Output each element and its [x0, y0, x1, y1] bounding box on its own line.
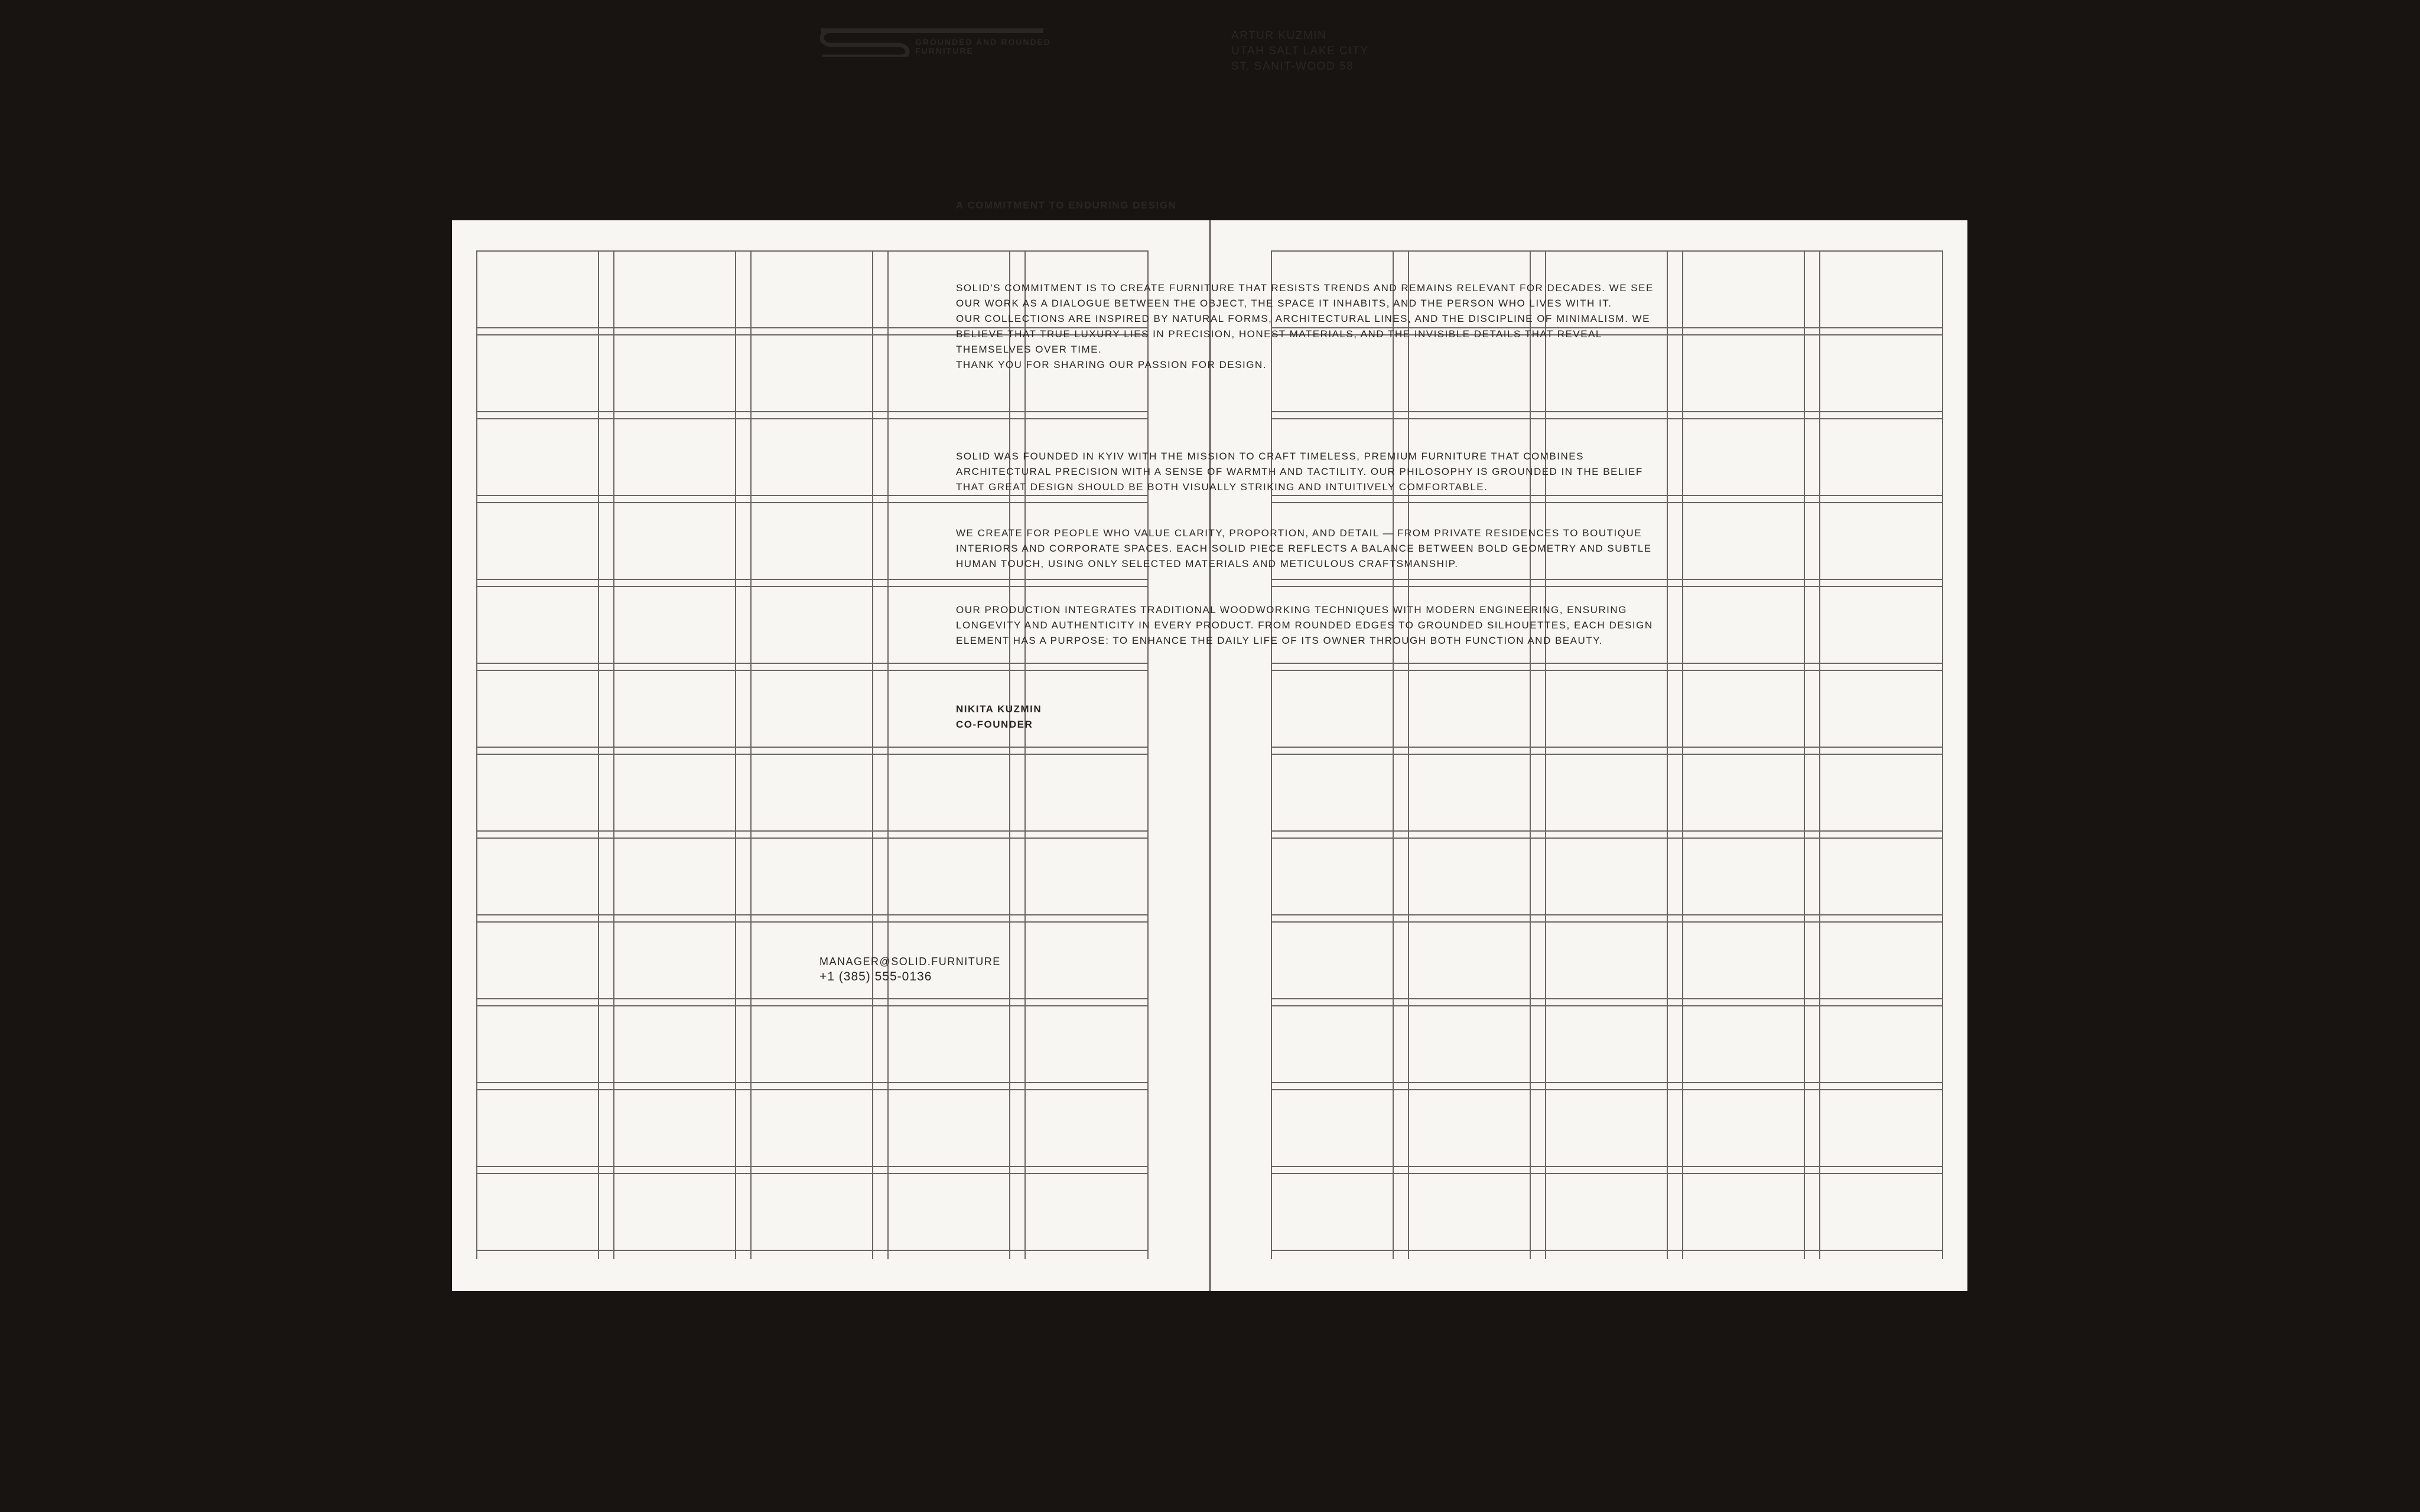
grid-row-line — [476, 1089, 1149, 1090]
grid-row-line — [1271, 670, 1943, 671]
letter-paragraph-2: SOLID WAS FOUNDED IN KYIV WITH THE MISSION TO CRAFT TIMELESS, PREMIUM FURNITURE THAT COMBINES ARCHITECTURAL PRECISION WITH A SENSE OF WARMTH AND TACTILITY. OUR PHILOSOPHY IS GROUNDED IN THE BELIEF THAT GREAT DESIGN SHOULD BE BOTH VISUALLY STRIKING AND INTUITIVELY COMFORTABLE. — [956, 451, 1643, 493]
paragraph-1c: THANK YOU FOR SHARING OUR PASSION FOR DESIGN. — [956, 359, 1267, 370]
grid-column-line — [1271, 250, 1272, 1259]
grid-row-line — [1271, 250, 1943, 252]
grid-row-line — [1271, 1166, 1943, 1167]
grid-column-line — [1393, 250, 1394, 1259]
grid-row-line — [476, 1005, 1149, 1006]
grid-row-line — [1271, 830, 1943, 832]
grid-row-line — [476, 418, 1149, 419]
grid-row-line — [476, 914, 1149, 915]
right-page-grid — [1271, 250, 1943, 1259]
grid-column-line — [1147, 250, 1149, 1259]
grid-row-line — [1271, 838, 1943, 839]
grid-row-line — [476, 250, 1149, 252]
signature — [956, 702, 1042, 732]
grid-column-line — [1024, 250, 1026, 1259]
grid-column-line — [1530, 250, 1531, 1259]
grid-row-line — [1271, 747, 1943, 748]
signature-title: CO-FOUNDER — [956, 719, 1033, 730]
grid-row-line — [476, 411, 1149, 412]
grid-row-line — [1271, 914, 1943, 915]
address-city: UTAH SALT LAKE CITY — [1231, 45, 1369, 57]
grid-row-line — [476, 838, 1149, 839]
grid-column-line — [1009, 250, 1010, 1259]
grid-row-line — [1271, 1089, 1943, 1090]
grid-row-line — [1271, 1173, 1943, 1174]
grid-row-line — [1271, 502, 1943, 503]
paragraph-1b: OUR COLLECTIONS ARE INSPIRED BY NATURAL FORMS, ARCHITECTURAL LINES, AND THE DISCIPLINE OF MINIMALISM. WE BELIEVE THAT TRUE LUXURY LIES IN PRECISION, HONEST MATERIALS, AND THE INVISIBLE DETAILS THAT REVEAL THEMSELVES OVER TIME. — [956, 313, 1650, 355]
grid-column-line — [598, 250, 599, 1259]
grid-row-line — [476, 754, 1149, 755]
grid-column-line — [1667, 250, 1668, 1259]
grid-row-line — [476, 998, 1149, 999]
grid-column-line — [1942, 250, 1943, 1259]
grid-row-line — [476, 747, 1149, 748]
logo-tagline-line1: GROUNDED AND ROUNDED — [915, 37, 1052, 47]
grid-column-line — [1804, 250, 1805, 1259]
letterhead-spread — [452, 220, 1967, 1291]
contact-phone[interactable]: +1 (385) 555-0136 — [819, 970, 932, 983]
grid-column-line — [750, 250, 752, 1259]
grid-row-line — [476, 502, 1149, 503]
letter-heading: A COMMITMENT TO ENDURING DESIGN — [956, 200, 1177, 211]
address-name: ARTUR KUZMIN — [1231, 30, 1327, 42]
grid-row-line — [476, 1173, 1149, 1174]
grid-row-line — [476, 1082, 1149, 1083]
grid-row-line — [1271, 411, 1943, 412]
contact-block — [819, 954, 1001, 985]
page-fold — [1209, 220, 1211, 1291]
grid-row-line — [476, 921, 1149, 923]
grid-row-line — [476, 1166, 1149, 1167]
grid-row-line — [476, 586, 1149, 587]
grid-row-line — [476, 663, 1149, 664]
recipient-address — [1231, 28, 1368, 74]
letter-paragraph-3: WE CREATE FOR PEOPLE WHO VALUE CLARITY, PROPORTION, AND DETAIL — FROM PRIVATE RESIDENCES TO BOUTIQUE INTERIORS AND CORPORATE SPACES. EACH SOLID PIECE REFLECTS A BALANCE BETWEEN BOLD GEOMETRY AND SUBTLE HUMAN TOUCH, USING ONLY SELECTED MATERIALS AND METICULOUS CRAFTSMANSHIP. — [956, 527, 1652, 569]
grid-row-line — [476, 495, 1149, 496]
grid-column-line — [1545, 250, 1546, 1259]
grid-row-line — [1271, 579, 1943, 580]
grid-row-line — [476, 579, 1149, 580]
grid-row-line — [1271, 418, 1943, 419]
grid-column-line — [613, 250, 614, 1259]
grid-column-line — [887, 250, 889, 1259]
grid-row-line — [476, 670, 1149, 671]
grid-row-line — [1271, 1250, 1943, 1251]
grid-column-line — [1408, 250, 1409, 1259]
grid-row-line — [1271, 921, 1943, 923]
letter-paragraph-1 — [956, 281, 1671, 373]
paragraph-1a: SOLID'S COMMITMENT IS TO CREATE FURNITURE THAT RESISTS TRENDS AND REMAINS RELEVANT FOR DECADES. WE SEE OUR WORK AS A DIALOGUE BETWEEN THE OBJECT, THE SPACE IT INHABITS, AND THE PERSON WHO LIVES WITH IT. — [956, 282, 1654, 309]
grid-column-line — [476, 250, 477, 1259]
grid-column-line — [1682, 250, 1683, 1259]
grid-row-line — [476, 830, 1149, 832]
grid-row-line — [1271, 1005, 1943, 1006]
grid-row-line — [476, 1250, 1149, 1251]
grid-row-line — [1271, 586, 1943, 587]
grid-column-line — [872, 250, 873, 1259]
contact-email[interactable]: MANAGER@SOLID.FURNITURE — [819, 956, 1001, 967]
grid-column-line — [1819, 250, 1820, 1259]
logo-tagline-line2: FURNITURE — [915, 46, 974, 56]
grid-column-line — [735, 250, 736, 1259]
left-page-grid — [476, 250, 1149, 1259]
logo-tagline — [915, 38, 1051, 56]
address-street: ST. SANIT-WOOD 58 — [1231, 60, 1354, 73]
grid-row-line — [1271, 495, 1943, 496]
signature-name: NIKITA KUZMIN — [956, 703, 1042, 715]
grid-row-line — [1271, 1082, 1943, 1083]
grid-row-line — [1271, 663, 1943, 664]
grid-row-line — [1271, 998, 1943, 999]
letter-paragraph-4: OUR PRODUCTION INTEGRATES TRADITIONAL WOODWORKING TECHNIQUES WITH MODERN ENGINEERING, ENSURING LONGEVITY AND AUTHENTICITY IN EVERY PRODUCT. FROM ROUNDED EDGES TO GROUNDED SILHOUETTES, EACH DESIGN ELEMENT HAS A PURPOSE: TO ENHANCE THE DAILY LIFE OF ITS OWNER THROUGH BOTH FUNCTION AND BEAUTY. — [956, 604, 1653, 646]
grid-row-line — [1271, 754, 1943, 755]
